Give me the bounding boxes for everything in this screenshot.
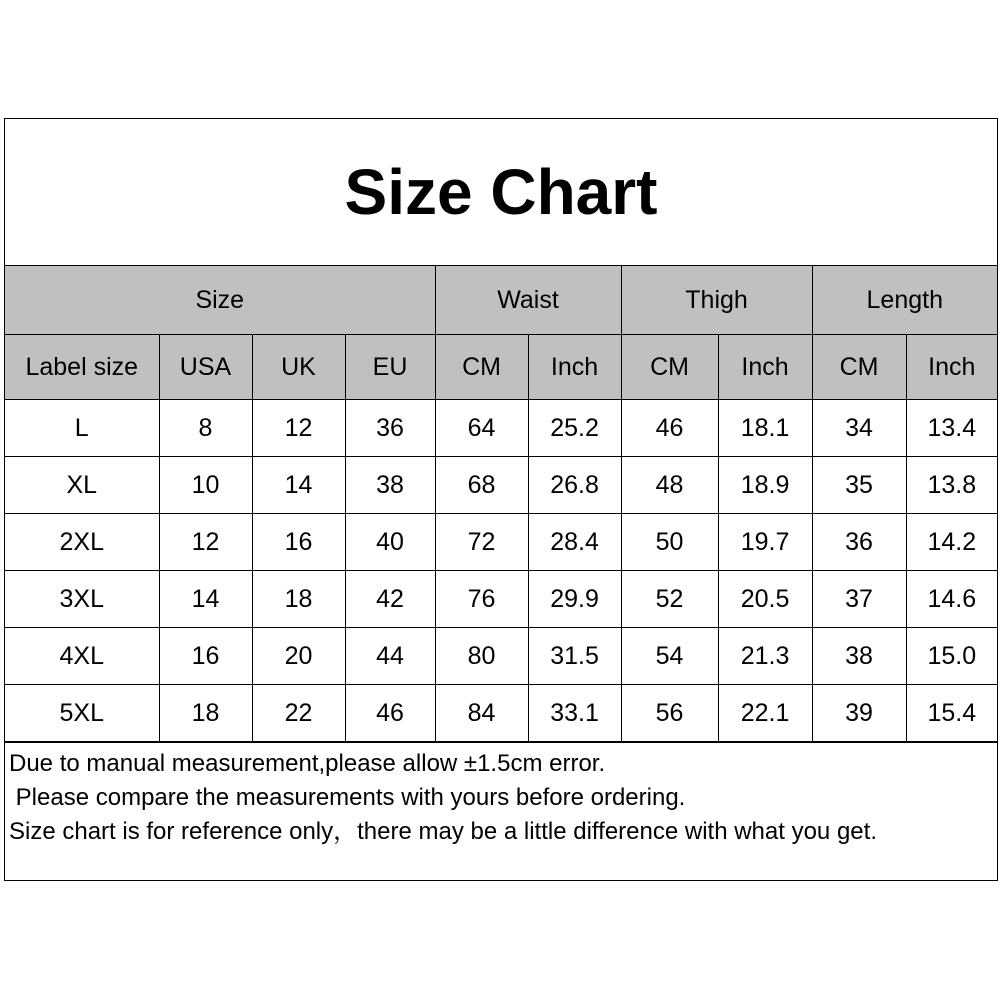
table-cell: XL bbox=[5, 457, 159, 514]
table-cell: 42 bbox=[345, 571, 435, 628]
table-cell: 12 bbox=[159, 514, 252, 571]
table-cell: 10 bbox=[159, 457, 252, 514]
table-cell: 68 bbox=[435, 457, 528, 514]
table-cell: 20.5 bbox=[718, 571, 812, 628]
table-row bbox=[5, 628, 997, 685]
table-cell: 26.8 bbox=[528, 457, 621, 514]
table-cell: 38 bbox=[812, 628, 906, 685]
table-cell: 40 bbox=[345, 514, 435, 571]
note-line: Size chart is for reference only，there may be a little difference with what you get. bbox=[9, 818, 877, 845]
group-header-thigh: Thigh bbox=[621, 266, 812, 335]
column-header: EU bbox=[345, 335, 435, 400]
table-cell: 4XL bbox=[5, 628, 159, 685]
table-cell: 12 bbox=[252, 400, 345, 457]
table-cell: 33.1 bbox=[528, 685, 621, 742]
table-cell: 8 bbox=[159, 400, 252, 457]
table-cell: 21.3 bbox=[718, 628, 812, 685]
notes bbox=[5, 742, 997, 849]
note-line: Due to manual measurement,please allow ±1.5cm error. bbox=[9, 750, 606, 777]
group-header-size: Size bbox=[5, 266, 435, 335]
group-header-length: Length bbox=[812, 266, 997, 335]
table-cell: 13.8 bbox=[906, 457, 997, 514]
table-cell: 5XL bbox=[5, 685, 159, 742]
table-cell: 29.9 bbox=[528, 571, 621, 628]
table-body bbox=[5, 400, 997, 742]
table-cell: 18.9 bbox=[718, 457, 812, 514]
table-cell: 25.2 bbox=[528, 400, 621, 457]
table-row bbox=[5, 571, 997, 628]
table-cell: 39 bbox=[812, 685, 906, 742]
table-cell: 16 bbox=[159, 628, 252, 685]
column-header-row bbox=[5, 335, 997, 400]
table-cell: 18 bbox=[252, 571, 345, 628]
table-cell: 22 bbox=[252, 685, 345, 742]
table-cell: 38 bbox=[345, 457, 435, 514]
table-cell: 56 bbox=[621, 685, 718, 742]
table-cell: 3XL bbox=[5, 571, 159, 628]
table-row bbox=[5, 685, 997, 742]
table-cell: 31.5 bbox=[528, 628, 621, 685]
size-table bbox=[5, 266, 997, 742]
table-cell: 36 bbox=[812, 514, 906, 571]
table-cell: 18.1 bbox=[718, 400, 812, 457]
table-cell: 14 bbox=[159, 571, 252, 628]
page-title: Size Chart bbox=[344, 156, 658, 228]
column-header: Inch bbox=[528, 335, 621, 400]
table-cell: 13.4 bbox=[906, 400, 997, 457]
column-header: Label size bbox=[5, 335, 159, 400]
table-cell: 28.4 bbox=[528, 514, 621, 571]
table-cell: 80 bbox=[435, 628, 528, 685]
table-row bbox=[5, 457, 997, 514]
table-cell: 46 bbox=[345, 685, 435, 742]
group-header-waist: Waist bbox=[435, 266, 621, 335]
table-cell: 16 bbox=[252, 514, 345, 571]
table-cell: 35 bbox=[812, 457, 906, 514]
table-row bbox=[5, 514, 997, 571]
table-cell: 2XL bbox=[5, 514, 159, 571]
table-row bbox=[5, 400, 997, 457]
table-cell: 76 bbox=[435, 571, 528, 628]
column-header: UK bbox=[252, 335, 345, 400]
table-cell: 19.7 bbox=[718, 514, 812, 571]
table-cell: 36 bbox=[345, 400, 435, 457]
size-chart-sheet bbox=[4, 118, 998, 881]
table-cell: 44 bbox=[345, 628, 435, 685]
table-cell: 52 bbox=[621, 571, 718, 628]
column-header: CM bbox=[435, 335, 528, 400]
column-header: Inch bbox=[718, 335, 812, 400]
table-cell: 34 bbox=[812, 400, 906, 457]
table-cell: L bbox=[5, 400, 159, 457]
table-cell: 37 bbox=[812, 571, 906, 628]
column-header: CM bbox=[621, 335, 718, 400]
group-header-row bbox=[5, 266, 997, 335]
table-cell: 64 bbox=[435, 400, 528, 457]
table-cell: 72 bbox=[435, 514, 528, 571]
table-cell: 46 bbox=[621, 400, 718, 457]
column-header: Inch bbox=[906, 335, 997, 400]
table-cell: 14 bbox=[252, 457, 345, 514]
table-cell: 20 bbox=[252, 628, 345, 685]
table-cell: 48 bbox=[621, 457, 718, 514]
column-header: USA bbox=[159, 335, 252, 400]
table-cell: 54 bbox=[621, 628, 718, 685]
column-header: CM bbox=[812, 335, 906, 400]
table-cell: 14.6 bbox=[906, 571, 997, 628]
table-cell: 18 bbox=[159, 685, 252, 742]
table-cell: 22.1 bbox=[718, 685, 812, 742]
note-line: Please compare the measurements with yours before ordering. bbox=[9, 784, 686, 811]
table-cell: 50 bbox=[621, 514, 718, 571]
table-cell: 84 bbox=[435, 685, 528, 742]
title-row bbox=[5, 119, 997, 266]
table-cell: 14.2 bbox=[906, 514, 997, 571]
table-cell: 15.4 bbox=[906, 685, 997, 742]
table-cell: 15.0 bbox=[906, 628, 997, 685]
